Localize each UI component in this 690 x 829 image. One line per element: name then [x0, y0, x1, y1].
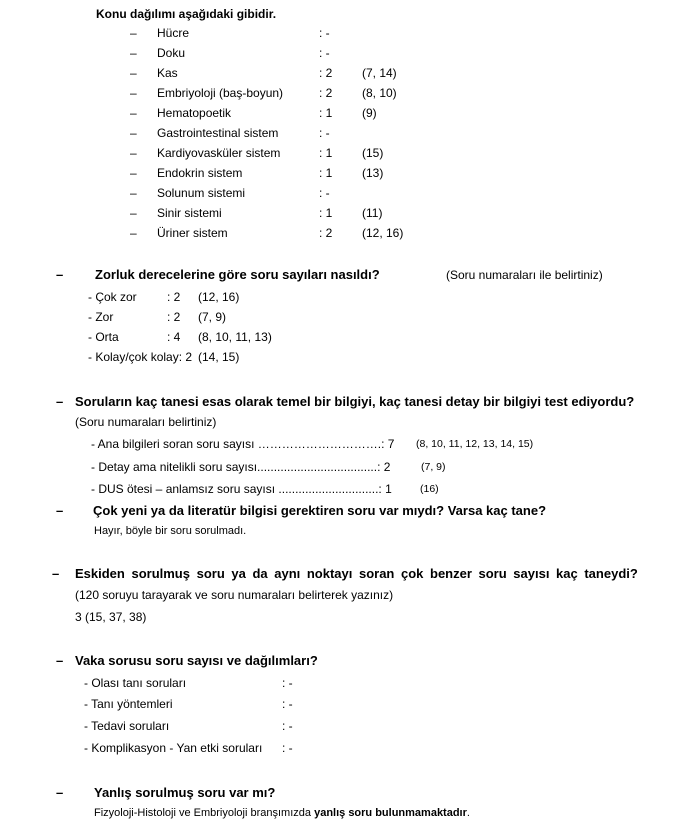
- difficulty-label: - Zor: [88, 310, 114, 324]
- topic-dash: –: [130, 166, 137, 180]
- topic-name: Kas: [157, 66, 178, 80]
- topic-count: : 1: [319, 106, 333, 120]
- case-count: : -: [282, 697, 293, 711]
- topic-question-numbers: (13): [362, 166, 384, 180]
- case-label: - Olası tanı soruları: [84, 676, 187, 690]
- topic-question-numbers: (8, 10): [362, 86, 397, 100]
- topic-dash: –: [130, 146, 137, 160]
- difficulty-count: : 2: [167, 310, 181, 324]
- topic-count: : -: [319, 46, 330, 60]
- case-count: : -: [282, 741, 293, 755]
- case-count: : -: [282, 719, 293, 733]
- question-answer: Hayır, böyle bir soru sorulmadı.: [94, 525, 247, 537]
- topic-count: : 1: [319, 166, 333, 180]
- question-answer: [94, 807, 470, 819]
- topic-name: Gastrointestinal sistem: [157, 126, 279, 140]
- intro-heading: Konu dağılımı aşağıdaki gibidir.: [96, 7, 277, 21]
- case-count: : -: [282, 676, 293, 690]
- topic-dash: –: [130, 46, 137, 60]
- topic-count: : -: [319, 26, 330, 40]
- question-title: Vaka sorusu soru sayısı ve dağılımları?: [75, 653, 318, 668]
- basic-row-text: - DUS ötesi – anlamsız soru sayısı ..............................: 1: [91, 482, 392, 496]
- question-note: (Soru numaraları ile belirtiniz): [446, 268, 603, 282]
- topic-question-numbers: (7, 14): [362, 66, 397, 80]
- difficulty-count: : 2: [167, 290, 181, 304]
- difficulty-label: - Orta: [88, 330, 119, 344]
- topic-name: Endokrin sistem: [157, 166, 243, 180]
- question-dash: –: [52, 566, 60, 581]
- difficulty-question-numbers: (12, 16): [198, 290, 240, 304]
- question-dash: –: [56, 503, 64, 518]
- difficulty-label: - Çok zor: [88, 290, 137, 304]
- topic-count: : -: [319, 186, 330, 200]
- topic-count: : 2: [319, 86, 333, 100]
- topic-name: Kardiyovasküler sistem: [157, 146, 281, 160]
- difficulty-question-numbers: (8, 10, 11, 13): [198, 330, 272, 344]
- topic-name: Üriner sistem: [157, 226, 228, 240]
- topic-count: : 2: [319, 226, 333, 240]
- topic-name: Solunum sistemi: [157, 186, 246, 200]
- topic-dash: –: [130, 226, 137, 240]
- topic-name: Embriyoloji (baş-boyun): [157, 86, 284, 100]
- question-title: Eskiden sorulmuş soru ya da aynı noktayı soran çok benzer soru sayısı kaç taneydi?: [75, 566, 638, 581]
- topic-question-numbers: (12, 16): [362, 226, 404, 240]
- topic-dash: –: [130, 66, 137, 80]
- answer-emphasis: yanlış soru bulunmamaktadır: [314, 807, 467, 819]
- basic-row-question-numbers: (7, 9): [421, 461, 446, 473]
- answer-suffix: .: [466, 807, 470, 819]
- question-title: Soruların kaç tanesi esas olarak temel bir bilgiyi, kaç tanesi detay bir bilgiyi test ediyordu?: [75, 394, 635, 409]
- topic-question-numbers: (11): [362, 206, 383, 220]
- answer-prefix: Fizyoloji-Histoloji ve Embriyoloji branşımızda: [94, 807, 315, 819]
- topic-question-numbers: (15): [362, 146, 384, 160]
- difficulty-question-numbers: (14, 15): [198, 350, 240, 364]
- question-dash: –: [56, 785, 64, 800]
- question-title: Çok yeni ya da literatür bilgisi gerektiren soru var mıydı? Varsa kaç tane?: [93, 503, 547, 518]
- basic-row-question-numbers: (8, 10, 11, 12, 13, 14, 15): [416, 438, 534, 450]
- question-note: (Soru numaraları belirtiniz): [75, 415, 217, 429]
- topic-dash: –: [130, 186, 137, 200]
- question-dash: –: [56, 394, 64, 409]
- question-title: Yanlış sorulmuş soru var mı?: [94, 785, 276, 800]
- topic-dash: –: [130, 206, 137, 220]
- topic-dash: –: [130, 26, 137, 40]
- basic-row-text: - Detay ama nitelikli soru sayısı....................................: 2: [91, 460, 391, 474]
- topic-count: : 2: [319, 66, 333, 80]
- difficulty-count: : 4: [167, 330, 181, 344]
- case-label: - Tanı yöntemleri: [84, 697, 173, 711]
- topic-name: Hematopoetik: [157, 106, 232, 120]
- topic-name: Hücre: [157, 26, 190, 40]
- case-label: - Komplikasyon - Yan etki soruları: [84, 741, 263, 755]
- topic-count: : 1: [319, 206, 333, 220]
- basic-row-text: - Ana bilgileri soran soru sayısı ………………………….: 7: [91, 437, 395, 451]
- basic-row-question-numbers: (16): [420, 483, 439, 495]
- topic-dash: –: [130, 106, 137, 120]
- topic-question-numbers: (9): [362, 106, 377, 120]
- case-label: - Tedavi soruları: [84, 719, 170, 733]
- topic-name: Sinir sistemi: [157, 206, 222, 220]
- question-dash: –: [56, 267, 64, 282]
- difficulty-question-numbers: (7, 9): [198, 310, 227, 324]
- topic-count: : -: [319, 126, 330, 140]
- question-dash: –: [56, 653, 64, 668]
- question-note: (120 soruyu tarayarak ve soru numaraları belirterek yazınız): [75, 588, 394, 602]
- topic-dash: –: [130, 126, 137, 140]
- question-title: Zorluk derecelerine göre soru sayıları nasıldı?: [95, 267, 380, 282]
- question-answer: 3 (15, 37, 38): [75, 610, 147, 624]
- topic-count: : 1: [319, 146, 333, 160]
- topic-dash: –: [130, 86, 137, 100]
- difficulty-label: - Kolay/çok kolay: 2: [88, 350, 193, 364]
- topic-name: Doku: [157, 46, 186, 60]
